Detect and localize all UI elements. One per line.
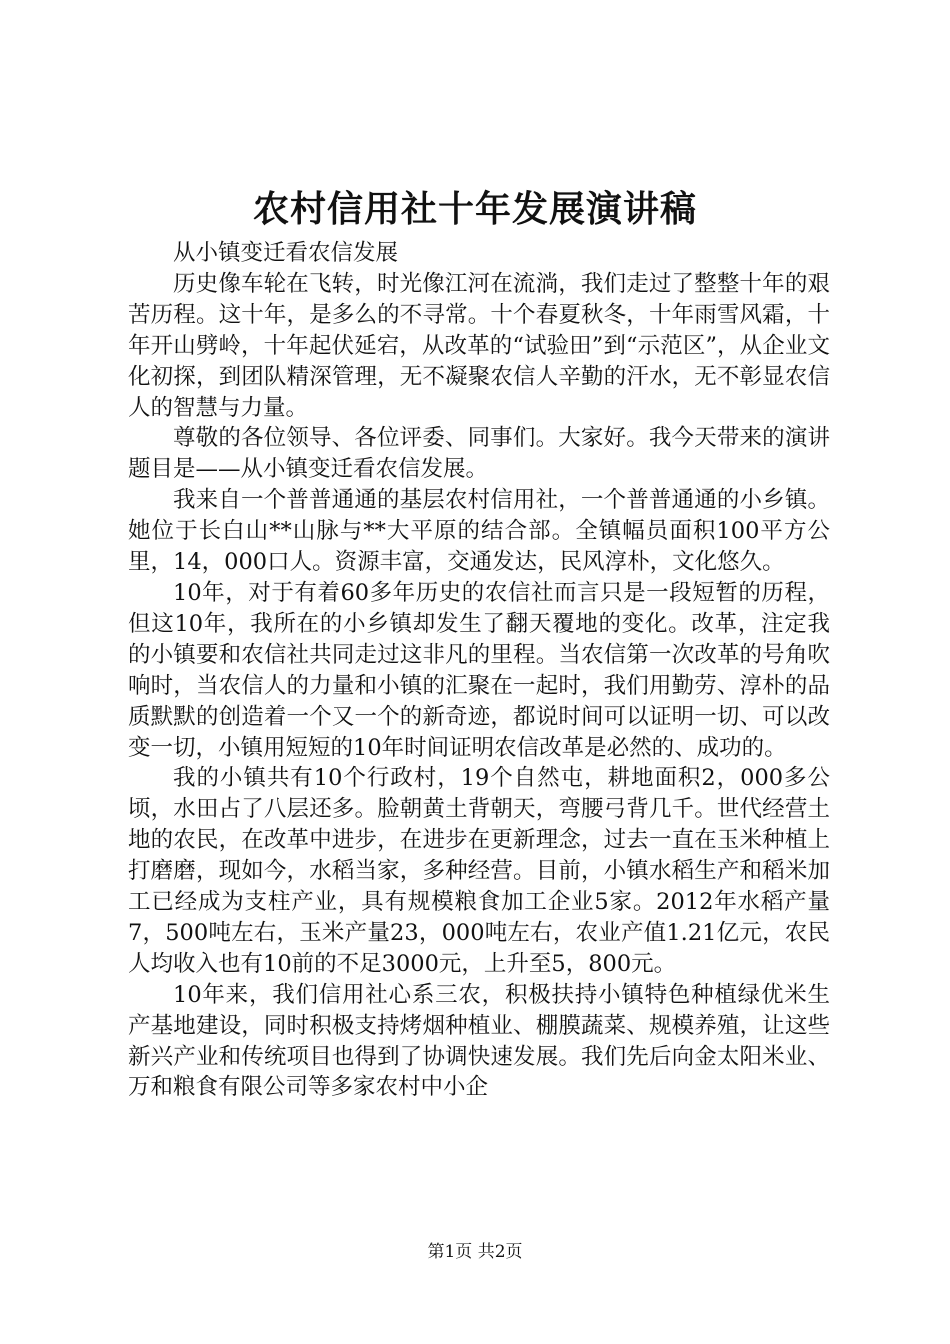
page-number-footer: 第1页 共2页 bbox=[427, 1242, 523, 1262]
document-body bbox=[128, 238, 830, 1103]
paragraph: 10年，对于有着60多年历史的农信社而言只是一段短暂的历程，但这10年，我所在的小乡镇却发生了翻天覆地的变化。改革，注定我的小镇要和农信社共同走过这非凡的里程。当农信第一次改革的号角吹响时，当农信人的力量和小镇的汇聚在一起时，我们用勤劳、淳朴的品质默默的创造着一个又一个的新奇迹，都说时间可以证明一切、可以改变一切，小镇用短短的10年时间证明农信改革是必然的、成功的。 bbox=[128, 579, 830, 761]
document-title: 农村信用社十年发展演讲稿 bbox=[252, 188, 697, 230]
paragraph: 历史像车轮在飞转，时光像江河在流淌，我们走过了整整十年的艰苦历程。这十年，是多么的不寻常。十个春夏秋冬，十年雨雪风霜，十年开山劈岭，十年起伏延宕，从改革的“试验田”到“示范区”，从企业文化初探，到团队精深管理，无不凝聚农信人辛勤的汗水，无不彰显农信人的智慧与力量。 bbox=[128, 270, 830, 421]
paragraph: 我的小镇共有10个行政村，19个自然屯，耕地面积2，000多公顷，水田占了八层还多。脸朝黄土背朝天，弯腰弓背几千。世代经营土地的农民，在改革中进步，在进步在更新理念，过去一直在玉米种植上打磨磨，现如今，水稻当家，多种经营。目前，小镇水稻生产和稻米加工已经成为支柱产业，具有规模粮食加工企业5家。2012年水稻产量7，500吨左右，玉米产量23，000吨左右，农业产值1.21亿元，农民人均收入也有10前的不足3000元，上升至5，800元。 bbox=[128, 765, 830, 977]
document-subtitle: 从小镇变迁看农信发展 bbox=[173, 240, 399, 266]
paragraph: 我来自一个普普通通的基层农村信用社，一个普普通通的小乡镇。她位于长白山**山脉与**大平原的结合部。全镇幅员面积100平方公里，14，000口人。资源丰富，交通发达，民风淳朴，文化悠久。 bbox=[128, 487, 830, 576]
paragraph: 10年来，我们信用社心系三农，积极扶持小镇特色种植绿优米生产基地建设，同时积极支持烤烟种植业、棚膜蔬菜、规模养殖，让这些新兴产业和传统项目也得到了协调快速发展。我们先后向金太阳米业、万和粮食有限公司等多家农村中小企 bbox=[128, 981, 830, 1101]
paragraph: 尊敬的各位领导、各位评委、同事们。大家好。我今天带来的演讲题目是——从小镇变迁看农信发展。 bbox=[128, 425, 830, 483]
